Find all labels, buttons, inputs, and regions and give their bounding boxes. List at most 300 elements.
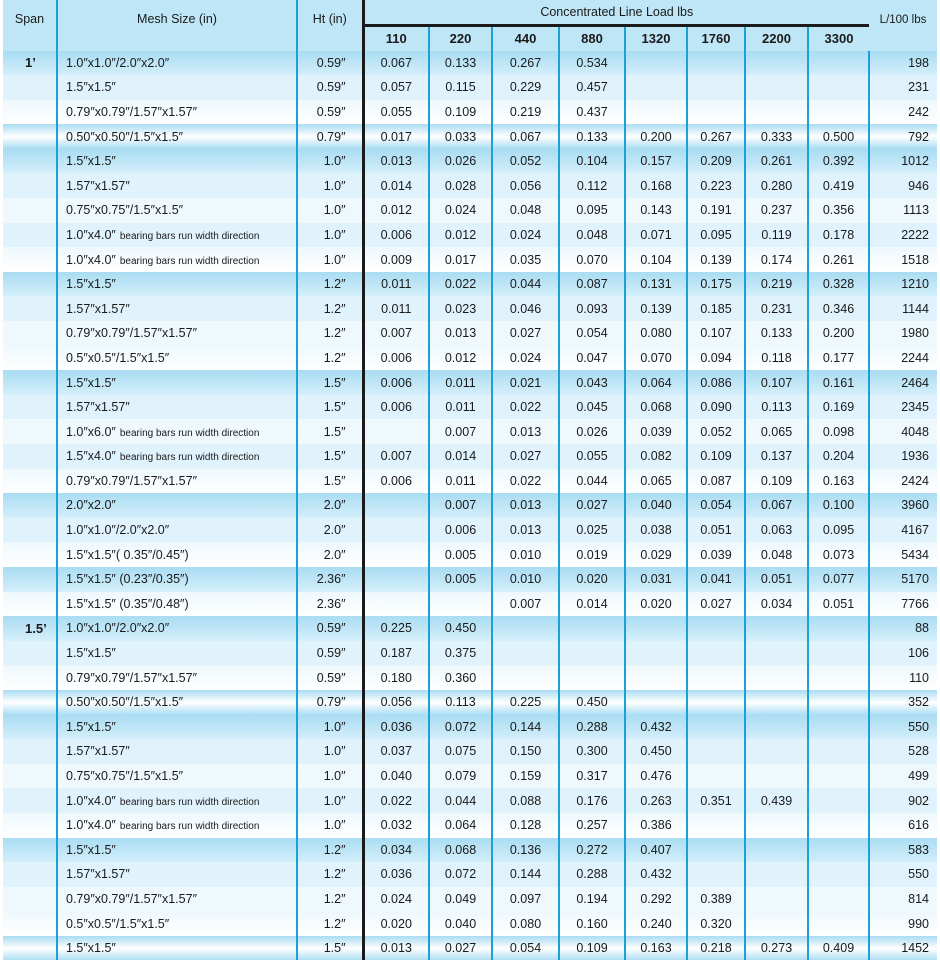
l100-cell: 550 [869,715,937,740]
table-row [3,247,937,272]
deflection-cell [492,616,559,641]
deflection-cell: 0.014 [429,444,492,469]
deflection-cell [808,715,869,740]
mesh-size-cell [57,862,297,887]
table-row [3,395,937,420]
deflection-cell: 0.055 [363,100,429,125]
span-cell [3,493,57,518]
deflection-cell: 0.024 [492,223,559,248]
deflection-cell: 0.225 [492,690,559,715]
deflection-cell: 0.068 [625,395,687,420]
mesh-size-text: 1.5″x1.5″ [66,80,116,95]
span-cell [3,296,57,321]
l100-cell: 499 [869,764,937,789]
deflection-cell [625,616,687,641]
deflection-cell: 0.133 [745,321,808,346]
deflection-cell: 0.068 [429,838,492,863]
table-row [3,346,937,371]
deflection-cell: 0.048 [745,542,808,567]
mesh-size-cell [57,542,297,567]
span-cell [3,469,57,494]
l100-cell: 814 [869,887,937,912]
deflection-cell: 0.009 [363,247,429,272]
mesh-size-text: 0.79″x0.79″/1.57″x1.57″ [66,104,197,119]
deflection-cell: 0.022 [492,469,559,494]
span-cell [3,542,57,567]
deflection-cell: 0.012 [429,346,492,371]
mesh-size-text: 1.5″x1.5″ (0.23″/0.35″) [66,572,189,587]
deflection-cell [808,911,869,936]
span-cell [3,813,57,838]
mesh-size-cell [57,296,297,321]
deflection-cell [687,715,745,740]
deflection-cell: 0.346 [808,296,869,321]
mesh-size-text: 1.5″x1.5″ [66,154,116,169]
deflection-cell: 0.095 [559,198,625,223]
span-cell [3,641,57,666]
table-row [3,198,937,223]
deflection-cell: 0.056 [363,690,429,715]
deflection-cell: 0.267 [492,51,559,76]
height-cell: 1.0″ [297,223,363,248]
deflection-cell: 0.137 [745,444,808,469]
l100-cell: 198 [869,51,937,76]
span-cell [3,665,57,690]
table-row [3,469,937,494]
mesh-note-text: bearing bars run width direction [119,796,260,808]
mesh-size-text: 1.0″x4.0″ [66,818,116,833]
mesh-size-cell [57,911,297,936]
table-row [3,788,937,813]
deflection-cell: 0.082 [625,444,687,469]
deflection-cell: 0.133 [559,124,625,149]
mesh-size-cell [57,75,297,100]
deflection-cell [745,739,808,764]
table-row [3,665,937,690]
deflection-cell: 0.209 [687,149,745,174]
height-cell: 1.0″ [297,149,363,174]
deflection-cell: 0.204 [808,444,869,469]
deflection-cell: 0.136 [492,838,559,863]
deflection-cell: 0.024 [492,346,559,371]
mesh-size-text: 1.5″x1.5″ (0.35″/0.48″) [66,596,189,611]
mesh-size-cell [57,838,297,863]
deflection-cell: 0.064 [429,813,492,838]
deflection-cell: 0.097 [492,887,559,912]
span-cell [3,567,57,592]
mesh-size-text: 0.79″x0.79″/1.57″x1.57″ [66,473,197,488]
mesh-size-cell [57,346,297,371]
deflection-cell: 0.267 [687,124,745,149]
table-row [3,887,937,912]
height-cell: 1.5″ [297,370,363,395]
deflection-cell [745,641,808,666]
deflection-cell: 0.070 [625,346,687,371]
deflection-cell [745,887,808,912]
l100-cell: 5434 [869,542,937,567]
mesh-size-text: 1.0″x4.0″ [66,252,116,267]
mesh-size-text: 0.75″x0.75″/1.5″x1.5″ [66,203,184,218]
l100-cell: 3960 [869,493,937,518]
deflection-cell: 0.051 [745,567,808,592]
deflection-cell: 0.320 [687,911,745,936]
deflection-cell [363,542,429,567]
l100-cell: 1144 [869,296,937,321]
deflection-cell [745,75,808,100]
mesh-size-cell [57,715,297,740]
l100-cell: 583 [869,838,937,863]
deflection-cell: 0.033 [429,124,492,149]
deflection-cell: 0.012 [429,223,492,248]
mesh-size-text: 1.57″x1.57″ [66,301,130,316]
l100-cell: 1980 [869,321,937,346]
header-load-110: 110 [363,26,429,51]
deflection-cell: 0.317 [559,764,625,789]
mesh-size-text: 1.57″x1.57″ [66,178,130,193]
height-cell: 0.79″ [297,124,363,149]
deflection-cell [687,862,745,887]
deflection-cell: 0.086 [687,370,745,395]
mesh-size-text: 1.5″x1.5″ [66,375,116,390]
deflection-cell: 0.133 [429,51,492,76]
span-cell [3,444,57,469]
deflection-cell: 0.288 [559,862,625,887]
mesh-size-cell [57,395,297,420]
height-cell: 1.2″ [297,321,363,346]
l100-cell: 110 [869,665,937,690]
deflection-cell: 0.094 [687,346,745,371]
table-row [3,493,937,518]
deflection-cell: 0.063 [745,518,808,543]
mesh-size-cell [57,370,297,395]
mesh-size-cell [57,124,297,149]
deflection-cell: 0.047 [559,346,625,371]
deflection-cell: 0.450 [625,739,687,764]
deflection-cell: 0.161 [808,370,869,395]
deflection-cell: 0.044 [492,272,559,297]
deflection-cell: 0.027 [492,321,559,346]
deflection-cell [745,51,808,76]
mesh-note-text: bearing bars run width direction [119,230,260,242]
mesh-size-cell [57,51,297,76]
deflection-cell: 0.351 [687,788,745,813]
deflection-cell: 0.064 [625,370,687,395]
table-row [3,542,937,567]
deflection-cell: 0.432 [625,862,687,887]
mesh-size-cell [57,665,297,690]
deflection-cell: 0.031 [625,567,687,592]
deflection-cell [559,665,625,690]
deflection-cell [745,911,808,936]
deflection-cell: 0.054 [559,321,625,346]
mesh-size-cell [57,592,297,617]
span-cell [3,838,57,863]
deflection-cell: 0.257 [559,813,625,838]
deflection-cell [808,641,869,666]
mesh-size-text: 1.5″x1.5″ [66,646,116,661]
mesh-note-text: bearing bars run width direction [119,255,260,267]
deflection-cell: 0.022 [492,395,559,420]
table-row [3,124,937,149]
deflection-cell: 0.020 [625,592,687,617]
deflection-cell: 0.409 [808,936,869,961]
span-cell [3,173,57,198]
l100-cell: 2424 [869,469,937,494]
mesh-size-cell [57,444,297,469]
mesh-size-cell [57,272,297,297]
mesh-size-text: 1.0″x1.0″/2.0″x2.0″ [66,523,170,538]
deflection-cell [625,641,687,666]
deflection-cell: 0.139 [625,296,687,321]
deflection-cell: 0.020 [363,911,429,936]
header-concentrated-line-load: Concentrated Line Load lbs [363,0,869,26]
deflection-cell: 0.036 [363,862,429,887]
deflection-cell [687,100,745,125]
span-cell [3,370,57,395]
deflection-cell: 0.300 [559,739,625,764]
span-cell [3,715,57,740]
height-cell: 1.2″ [297,862,363,887]
deflection-cell: 0.077 [808,567,869,592]
table-row [3,862,937,887]
deflection-cell: 0.229 [492,75,559,100]
l100-cell: 4167 [869,518,937,543]
deflection-cell: 0.011 [429,370,492,395]
deflection-cell [745,665,808,690]
span-cell [3,911,57,936]
header-span: Span [3,0,57,51]
l100-cell: 2464 [869,370,937,395]
header-load-2200: 2200 [745,26,808,51]
deflection-cell: 0.118 [745,346,808,371]
deflection-cell [808,813,869,838]
deflection-cell [625,665,687,690]
span-cell [3,936,57,961]
table-row [3,739,937,764]
table-row [3,321,937,346]
deflection-cell: 0.065 [625,469,687,494]
deflection-cell: 0.090 [687,395,745,420]
height-cell: 1.2″ [297,838,363,863]
deflection-cell: 0.200 [625,124,687,149]
table-row [3,690,937,715]
deflection-cell: 0.109 [429,100,492,125]
deflection-cell: 0.040 [625,493,687,518]
height-cell: 1.2″ [297,911,363,936]
l100-cell: 902 [869,788,937,813]
deflection-cell: 0.040 [363,764,429,789]
deflection-cell: 0.005 [429,542,492,567]
deflection-cell: 0.109 [559,936,625,961]
header-height: Ht (in) [297,0,363,51]
mesh-size-text: 0.79″x0.79″/1.57″x1.57″ [66,670,197,685]
l100-cell: 1518 [869,247,937,272]
deflection-cell [808,887,869,912]
deflection-cell [687,690,745,715]
deflection-cell: 0.027 [687,592,745,617]
deflection-cell: 0.043 [559,370,625,395]
table-row [3,641,937,666]
deflection-cell [625,690,687,715]
deflection-cell: 0.044 [559,469,625,494]
deflection-cell: 0.013 [492,493,559,518]
table-header [3,0,937,51]
l100-cell: 792 [869,124,937,149]
deflection-cell: 0.280 [745,173,808,198]
deflection-cell [745,715,808,740]
l100-cell: 946 [869,173,937,198]
height-cell: 1.0″ [297,247,363,272]
height-cell: 2.36″ [297,567,363,592]
deflection-cell: 0.014 [559,592,625,617]
mesh-size-cell [57,641,297,666]
deflection-cell [687,739,745,764]
deflection-cell: 0.087 [687,469,745,494]
height-cell: 1.0″ [297,715,363,740]
deflection-cell: 0.070 [559,247,625,272]
deflection-cell: 0.175 [687,272,745,297]
table-row [3,764,937,789]
deflection-cell: 0.104 [625,247,687,272]
deflection-cell: 0.288 [559,715,625,740]
deflection-cell: 0.200 [808,321,869,346]
deflection-cell: 0.392 [808,149,869,174]
deflection-cell: 0.231 [745,296,808,321]
height-cell: 2.0″ [297,493,363,518]
deflection-cell: 0.095 [687,223,745,248]
deflection-cell: 0.223 [687,173,745,198]
deflection-cell: 0.389 [687,887,745,912]
mesh-note-text: bearing bars run width direction [119,821,260,833]
deflection-cell: 0.187 [363,641,429,666]
height-cell: 0.59″ [297,641,363,666]
deflection-cell: 0.119 [745,223,808,248]
header-mesh-size: Mesh Size (in) [57,0,297,51]
deflection-cell: 0.218 [687,936,745,961]
span-cell [3,75,57,100]
mesh-size-cell [57,764,297,789]
height-cell: 1.0″ [297,739,363,764]
l100-cell: 990 [869,911,937,936]
deflection-cell [687,616,745,641]
deflection-cell: 0.045 [559,395,625,420]
l100-cell: 231 [869,75,937,100]
deflection-cell [808,616,869,641]
deflection-cell: 0.080 [625,321,687,346]
mesh-size-cell [57,936,297,961]
deflection-cell: 0.240 [625,911,687,936]
deflection-cell: 0.107 [687,321,745,346]
header-load-1760: 1760 [687,26,745,51]
span-cell [3,739,57,764]
deflection-cell: 0.457 [559,75,625,100]
deflection-cell: 0.027 [559,493,625,518]
deflection-cell: 0.011 [363,296,429,321]
span-cell [3,395,57,420]
deflection-cell: 0.225 [363,616,429,641]
deflection-cell: 0.054 [687,493,745,518]
deflection-cell: 0.432 [625,715,687,740]
l100-cell: 242 [869,100,937,125]
deflection-cell: 0.115 [429,75,492,100]
height-cell: 1.0″ [297,764,363,789]
table-row [3,419,937,444]
deflection-cell: 0.036 [363,715,429,740]
deflection-cell: 0.107 [745,370,808,395]
height-cell: 0.59″ [297,616,363,641]
deflection-cell: 0.439 [745,788,808,813]
span-cell [3,788,57,813]
deflection-cell: 0.169 [808,395,869,420]
l100-cell: 2345 [869,395,937,420]
deflection-cell [492,641,559,666]
deflection-cell: 0.098 [808,419,869,444]
deflection-cell: 0.048 [559,223,625,248]
deflection-cell [687,641,745,666]
span-cell: 1’ [25,55,36,71]
deflection-cell: 0.080 [492,911,559,936]
deflection-cell: 0.013 [492,518,559,543]
height-cell: 1.5″ [297,936,363,961]
height-cell: 1.5″ [297,469,363,494]
deflection-cell: 0.065 [745,419,808,444]
mesh-size-text: 1.5″x1.5″( 0.35″/0.45″) [66,547,189,562]
l100-cell: 88 [869,616,937,641]
deflection-cell: 0.419 [808,173,869,198]
header-load-220: 220 [429,26,492,51]
deflection-cell: 0.055 [559,444,625,469]
deflection-cell: 0.072 [429,715,492,740]
deflection-cell: 0.176 [559,788,625,813]
height-cell: 0.79″ [297,690,363,715]
deflection-cell [745,813,808,838]
deflection-cell [808,838,869,863]
height-cell: 2.0″ [297,542,363,567]
deflection-cell: 0.049 [429,887,492,912]
deflection-cell: 0.007 [363,444,429,469]
deflection-cell: 0.159 [492,764,559,789]
deflection-cell: 0.023 [429,296,492,321]
table-row [3,936,937,961]
deflection-cell: 0.007 [363,321,429,346]
deflection-cell: 0.038 [625,518,687,543]
deflection-cell [745,100,808,125]
span-cell [3,198,57,223]
deflection-cell: 0.093 [559,296,625,321]
deflection-cell: 0.356 [808,198,869,223]
height-cell: 1.0″ [297,813,363,838]
mesh-size-text: 1.0″x4.0″ [66,227,116,242]
deflection-cell: 0.360 [429,665,492,690]
mesh-size-cell [57,149,297,174]
deflection-cell [363,567,429,592]
deflection-cell [687,838,745,863]
deflection-cell: 0.052 [492,149,559,174]
height-cell: 2.36″ [297,592,363,617]
deflection-cell: 0.168 [625,173,687,198]
mesh-note-text: bearing bars run width direction [119,427,260,439]
span-cell [3,124,57,149]
table-body [3,51,937,961]
deflection-cell: 0.007 [429,419,492,444]
mesh-size-text: 0.79″x0.79″/1.57″x1.57″ [66,891,197,906]
mesh-size-cell [57,493,297,518]
deflection-cell: 0.026 [429,149,492,174]
deflection-cell: 0.037 [363,739,429,764]
l100-cell: 616 [869,813,937,838]
mesh-size-cell [57,813,297,838]
span-cell [3,100,57,125]
